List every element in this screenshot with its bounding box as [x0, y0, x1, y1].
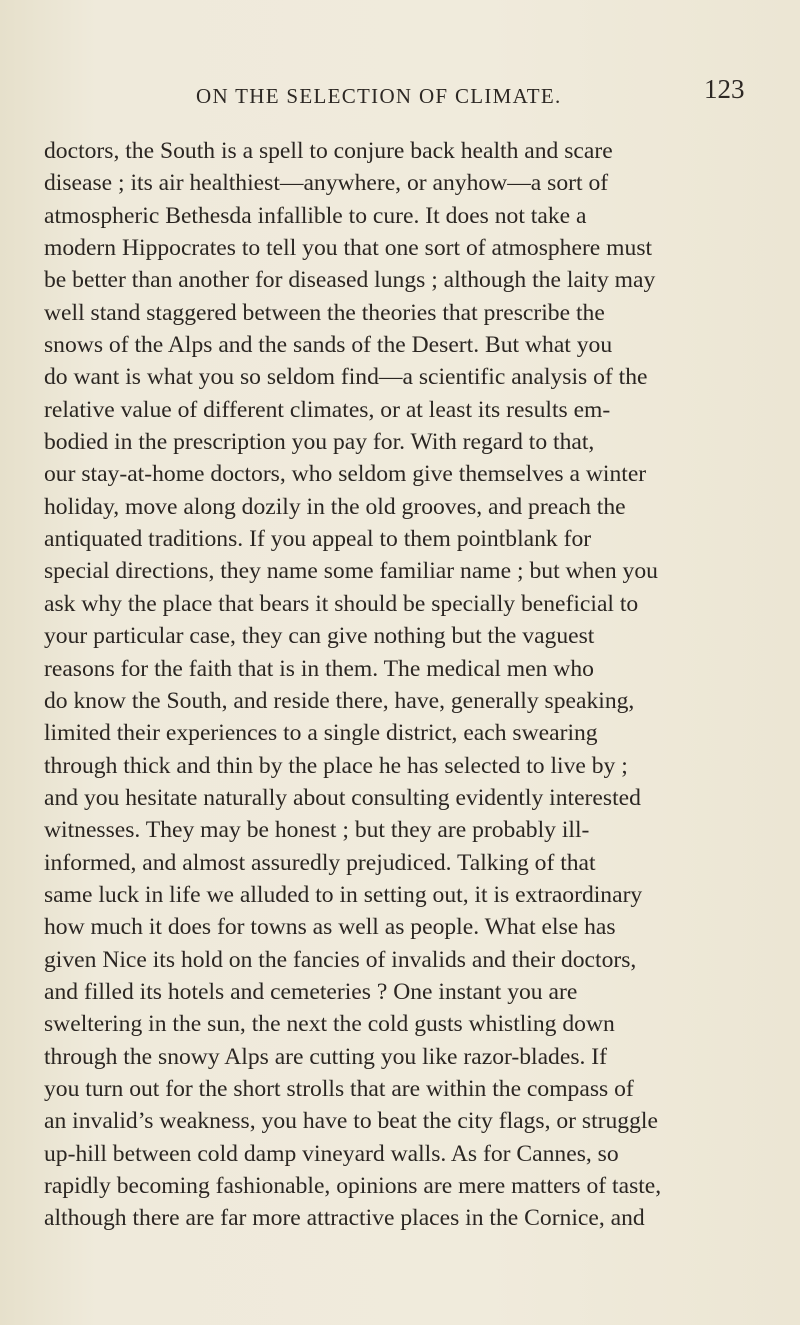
text-line: you turn out for the short strolls that are within the compass of — [44, 1075, 634, 1102]
text-line: ask why the place that bears it should be specially beneficial to — [44, 590, 639, 617]
text-line: an invalid’s weakness, you have to beat the city flags, or struggle — [44, 1108, 658, 1135]
text-line: sweltering in the sun, the next the cold gusts whistling down — [44, 1011, 615, 1038]
text-line: holiday, move along dozily in the old grooves, and preach the — [44, 493, 626, 520]
text-line: and you hesitate naturally about consulting evidently interested — [44, 784, 641, 811]
text-line: well stand staggered between the theories that prescribe the — [44, 299, 605, 326]
text-line: relative value of different climates, or at least its results em- — [44, 396, 611, 423]
text-line: be better than another for diseased lungs ; although the laity may — [44, 267, 656, 294]
text-line: informed, and almost assuredly prejudiced. Talking of that — [44, 849, 596, 876]
running-header — [0, 74, 800, 114]
text-line: and filled its hotels and cemeteries ? One instant you are — [44, 978, 578, 1005]
text-line: antiquated traditions. If you appeal to them pointblank for — [44, 526, 592, 553]
text-line: special directions, they name some familiar name ; but when you — [44, 558, 658, 585]
text-line: reasons for the faith that is in them. The medical men who — [44, 655, 594, 682]
text-line: do know the South, and reside there, have, generally speaking, — [44, 687, 635, 714]
text-line: atmospheric Bethesda infallible to cure. It does not take a — [44, 202, 587, 229]
text-line: up-hill between cold damp vineyard walls. As for Cannes, so — [44, 1140, 619, 1167]
text-line: your particular case, they can give nothing but the vaguest — [44, 623, 595, 650]
text-line: although there are far more attractive places in the Cornice, and — [44, 1205, 645, 1232]
text-line: disease ; its air healthiest—anywhere, or anyhow—a sort of — [44, 170, 609, 197]
text-line: how much it does for towns as well as people. What else has — [44, 914, 616, 941]
text-line: limited their experiences to a single district, each swearing — [44, 720, 598, 747]
text-line: our stay-at-home doctors, who seldom give themselves a winter — [44, 461, 647, 488]
text-line: do want is what you so seldom find—a scientific analysis of the — [44, 364, 648, 391]
text-line: modern Hippocrates to tell you that one sort of atmosphere must — [44, 235, 653, 262]
text-line: through the snowy Alps are cutting you like razor-blades. If — [44, 1043, 608, 1070]
text-line: doctors, the South is a spell to conjure back health and scare — [44, 138, 613, 164]
text-line: rapidly becoming fashionable, opinions are mere matters of taste, — [44, 1173, 662, 1199]
text-line: through thick and thin by the place he has selected to live by ; — [44, 752, 628, 779]
body-text — [44, 135, 788, 1235]
text-line: same luck in life we alluded to in setting out, it is extraordinary — [44, 881, 643, 908]
text-line: witnesses. They may be honest ; but they are probably ill- — [44, 817, 590, 844]
text-line: given Nice its hold on the fancies of invalids and their doctors, — [44, 946, 637, 973]
text-line: bodied in the prescription you pay for. With regard to that, — [44, 429, 595, 456]
text-line: snows of the Alps and the sands of the Desert. But what you — [44, 332, 613, 359]
chapter-title: ON THE SELECTION OF CLIMATE. — [196, 84, 562, 108]
page-number: 123 — [704, 74, 745, 104]
